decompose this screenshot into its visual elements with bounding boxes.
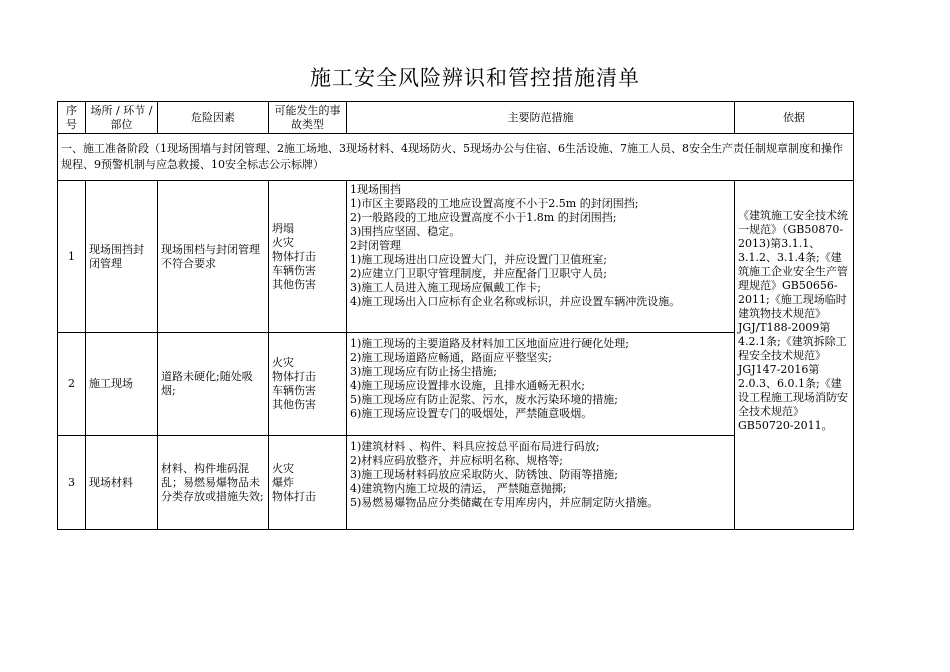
row-place: 现场材料 bbox=[86, 436, 158, 530]
measure-line: 2)材料应码放整齐，并应标明名称、规格等; bbox=[350, 454, 563, 467]
measure-line: 1)施工现场进出口应设置大门，并应设置门卫值班室; bbox=[350, 253, 607, 266]
header-measures: 主要防范措施 bbox=[347, 102, 735, 134]
header-hazard: 危险因素 bbox=[158, 102, 269, 134]
row-no: 3 bbox=[58, 436, 86, 530]
accident-item: 物体打击 bbox=[272, 370, 316, 383]
accident-item: 爆炸 bbox=[272, 475, 294, 489]
measure-line: 1)施工现场的主要道路及材料加工区地面应进行硬化处理; bbox=[350, 337, 629, 350]
table-row bbox=[58, 333, 854, 436]
accident-item: 火灾 bbox=[272, 235, 294, 249]
accident-item: 火灾 bbox=[272, 356, 294, 369]
measure-line: 1)市区主要路段的工地应设置高度不小于2.5m 的封闭围挡; bbox=[350, 197, 639, 210]
accident-item: 其他伤害 bbox=[272, 398, 316, 411]
header-no: 序号 bbox=[58, 102, 86, 134]
risk-table bbox=[57, 101, 854, 530]
measure-line: 4)施工现场出入口应标有企业名称或标识，并应设置车辆冲洗设施。 bbox=[350, 295, 681, 308]
accident-item: 物体打击 bbox=[272, 249, 316, 263]
section-row bbox=[58, 134, 854, 181]
measure-line: 1现场围挡 bbox=[350, 183, 401, 196]
row-measures bbox=[347, 436, 735, 530]
measure-line: 2)施工现场道路应畅通，路面应平整坚实; bbox=[350, 351, 552, 364]
measure-line: 1)建筑材料 、构件、料具应按总平面布局进行码放; bbox=[350, 440, 600, 453]
header-basis: 依据 bbox=[735, 102, 854, 134]
row-measures bbox=[347, 181, 735, 333]
row-accidents bbox=[269, 436, 347, 530]
row-no: 2 bbox=[58, 333, 86, 436]
table-row bbox=[58, 436, 854, 530]
page-title: 施工安全风险辨识和管控措施清单 bbox=[310, 66, 640, 90]
measure-line: 3)围挡应坚固、稳定。 bbox=[350, 225, 461, 238]
row-no: 1 bbox=[58, 181, 86, 333]
measure-line: 5)施工现场应有防止泥浆、污水，废水污染环境的措施; bbox=[350, 393, 618, 406]
measure-line: 2)一般路段的工地应设置高度不小于1.8m 的封闭围挡; bbox=[350, 211, 617, 224]
measure-line: 4)施工现场应设置排水设施，且排水通畅无积水; bbox=[350, 379, 585, 392]
row-accidents bbox=[269, 181, 347, 333]
accident-item: 坍塌 bbox=[272, 221, 294, 235]
header-row bbox=[58, 102, 854, 134]
measure-line: 2)应建立门卫职守管理制度，并应配备门卫职守人员; bbox=[350, 267, 607, 280]
basis-text: 《建筑施工安全技术统一规范》（GB50870-2013)第3.1.1、3.1.2、3.1.4条;《建筑施工企业安全生产管理规范》GB50656-2011;《施工现场临时建筑物技术规范》JGJ/T188-2009第4.2.1条;《建筑拆除工程安全技术规范》JGJ147-2016第2.0.3、6.0.1条;《建设工程施工现场消防安全技术规范》GB50720-2011。 bbox=[735, 181, 854, 530]
table-row bbox=[58, 181, 854, 333]
row-place: 现场围挡封闭管理 bbox=[86, 181, 158, 333]
row-hazard: 材料、构件堆码混乱；易燃易爆物品未分类存放或措施失效; bbox=[158, 436, 269, 530]
measure-line: 2封闭管理 bbox=[350, 239, 401, 252]
measure-line: 4)建筑物内施工垃圾的清运， 严禁随意抛掷; bbox=[350, 482, 567, 495]
row-measures bbox=[347, 333, 735, 436]
accident-item: 火灾 bbox=[272, 461, 294, 475]
measure-line: 3)施工人员进入施工现场应佩戴工作卡; bbox=[350, 281, 541, 294]
measure-line: 6)施工现场应设置专门的吸烟处，严禁随意吸烟。 bbox=[350, 407, 593, 420]
accident-item: 物体打击 bbox=[272, 489, 316, 503]
row-place: 施工现场 bbox=[86, 333, 158, 436]
measure-line: 5)易燃易爆物品应分类储藏在专用库房内，并应制定防火措施。 bbox=[350, 496, 659, 509]
section-title: 一、施工准备阶段（1现场围墙与封闭管理、2施工场地、3现场材料、4现场防火、5现场办公与住宿、6生活设施、7施工人员、8安全生产责任制规章制度和操作规程、9预警机制与应急救援、10安全标志公示标牌） bbox=[58, 134, 854, 181]
row-hazard: 道路未硬化;随处吸烟; bbox=[158, 333, 269, 436]
accident-item: 车辆伤害 bbox=[272, 384, 316, 397]
accident-item: 车辆伤害 bbox=[272, 263, 316, 277]
measure-line: 3)施工现场材料码放应采取防火、防锈蚀、防雨等措施; bbox=[350, 468, 618, 481]
accident-item: 其他伤害 bbox=[272, 277, 316, 291]
header-accident: 可能发生的事故类型 bbox=[269, 102, 347, 134]
measure-line: 3)施工现场应有防止扬尘措施; bbox=[350, 365, 497, 378]
row-accidents bbox=[269, 333, 347, 436]
header-place: 场所 / 环节 / 部位 bbox=[86, 102, 158, 134]
row-hazard: 现场围档与封闭管理不符合要求 bbox=[158, 181, 269, 333]
